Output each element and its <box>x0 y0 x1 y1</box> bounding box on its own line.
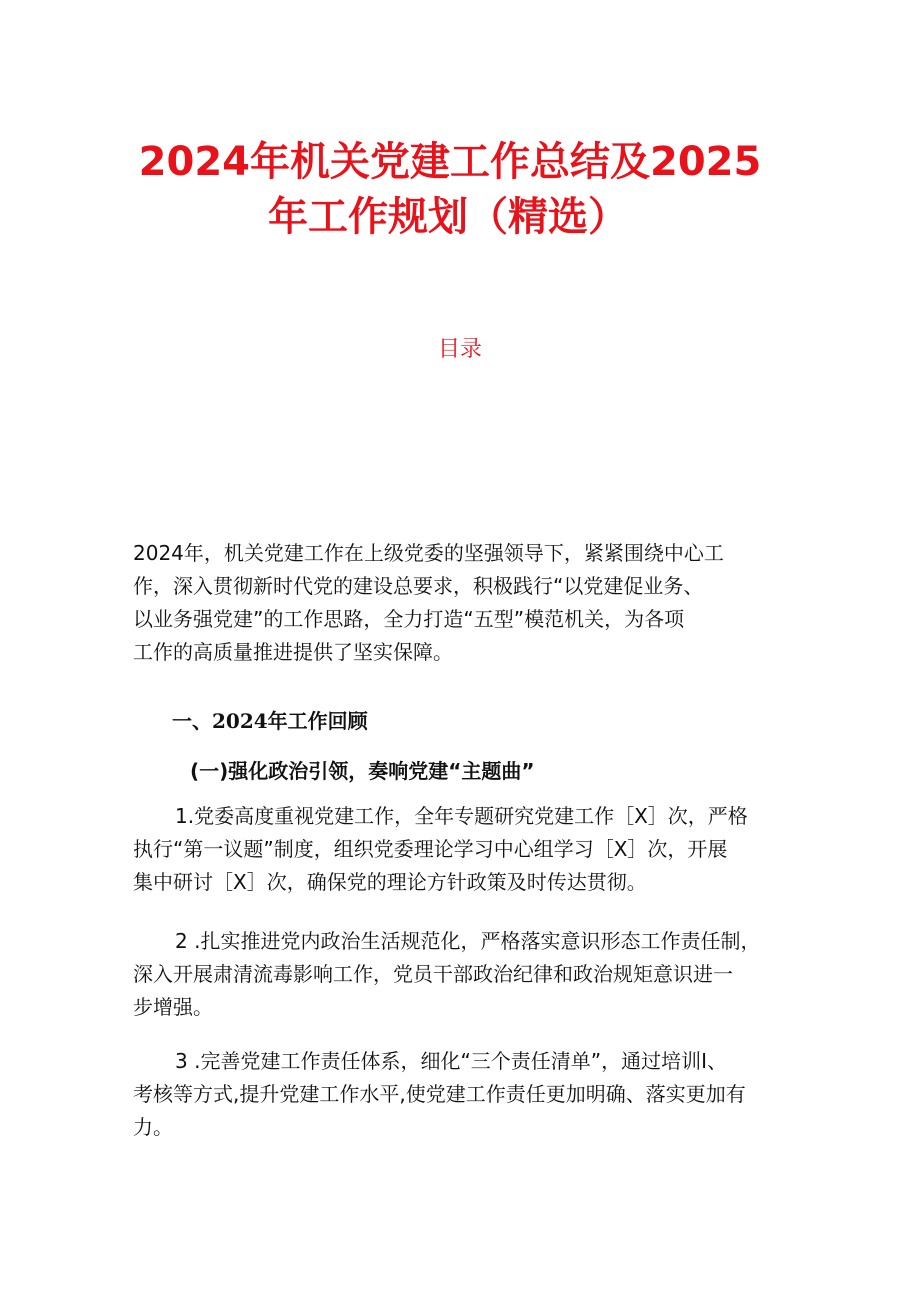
item-1-line: 集中研讨［X］次，确保党的理论方针政策及时传达贯彻。 <box>133 870 647 894</box>
item-2-line: 深入开展肃清流毒影响工作，党员干部政治纪律和政治规矩意识进一 <box>133 962 733 986</box>
section-heading-review: 一、2024年工作回顾 <box>172 709 368 733</box>
intro-line: 工作的高质量推进提供了坚实保障。 <box>133 640 453 664</box>
document-title-line-2: 年工作规划（精选） <box>268 194 628 240</box>
item-2-line: 步增强。 <box>133 995 213 1019</box>
item-3-paragraph <box>133 1045 813 1144</box>
item-2-line: 2 .扎实推进党内政治生活规范化，严格落实意识形态工作责任制， <box>175 929 761 953</box>
subsection-heading-political-leadership: (一)强化政治引领，奏响党建“主题曲” <box>190 759 535 783</box>
intro-line: 作，深入贯彻新时代党的建设总要求，积极践行“以党建促业务、 <box>133 574 704 598</box>
table-of-contents-label: 目录 <box>437 337 482 362</box>
intro-line: 以业务强党建”的工作思路，全力打造“五型”模范机关，为各项 <box>133 607 685 631</box>
item-1-paragraph <box>133 800 813 899</box>
item-1-line: 执行“第一议题”制度，组织党委理论学习中心组学习［X］次，开展 <box>133 837 728 861</box>
intro-paragraph <box>133 537 813 669</box>
item-3-line: 3 .完善党建工作责任体系，细化“三个责任清单”，通过培训I、 <box>175 1049 728 1073</box>
item-1-line: 1.党委高度重视党建工作，全年专题研究党建工作［X］次，严格 <box>175 804 748 828</box>
item-2-paragraph <box>133 925 813 1024</box>
item-3-line: 考核等方式,提升党建工作水平,使党建工作责任更加明确、落实更加有 <box>133 1082 746 1106</box>
item-3-line: 力。 <box>133 1115 173 1139</box>
document-title-line-1: 2024年机关党建工作总结及2025 <box>138 139 762 185</box>
intro-line: 2024年，机关党建工作在上级党委的坚强领导下，紧紧围绕中心工 <box>133 541 724 565</box>
